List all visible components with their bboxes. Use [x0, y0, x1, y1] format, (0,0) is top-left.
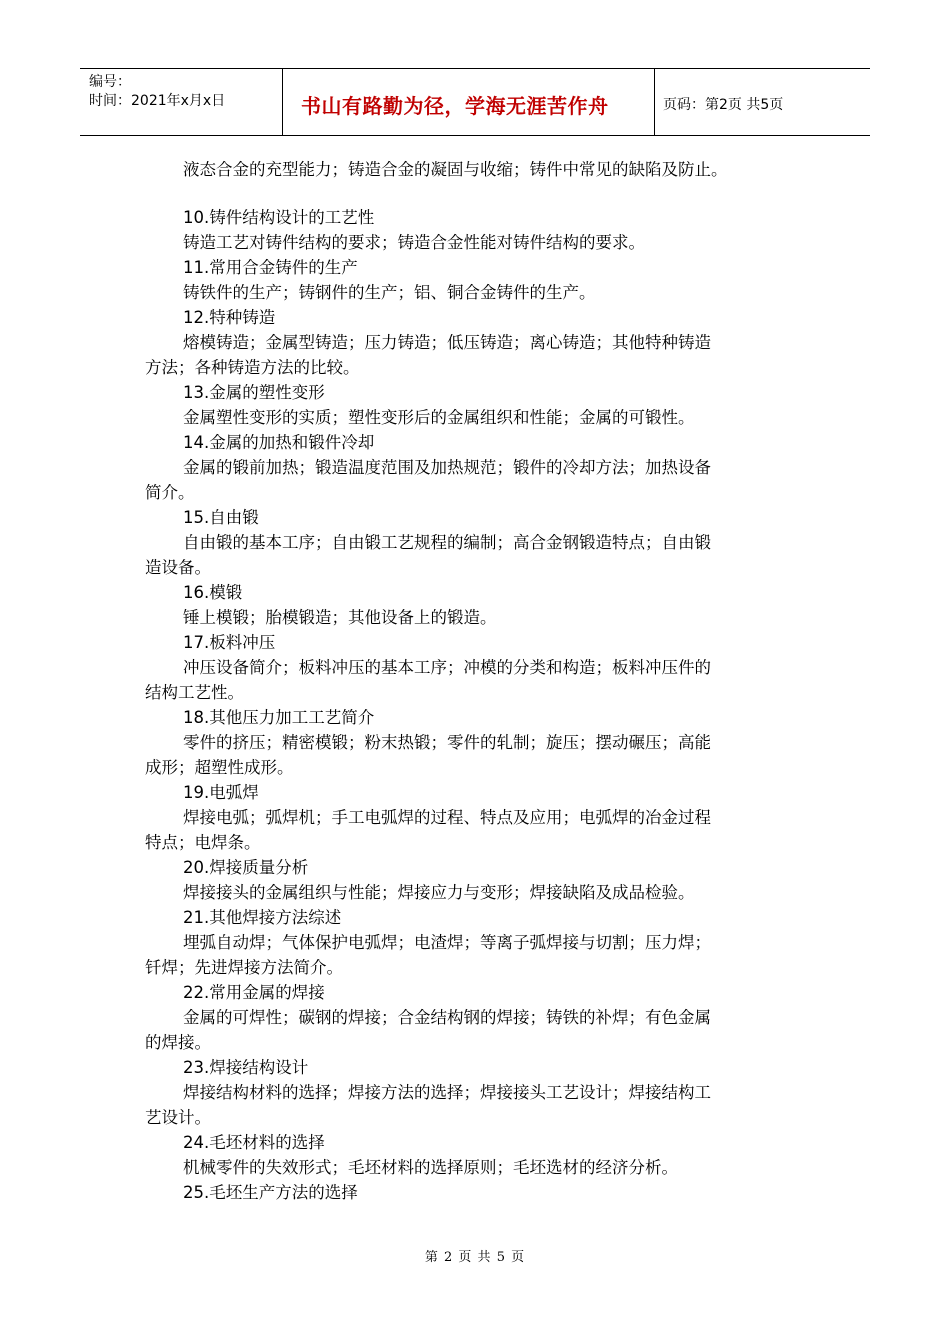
- section-heading: 10.铸件结构设计的工艺性: [183, 208, 375, 227]
- section-heading: 13.金属的塑性变形: [183, 383, 325, 402]
- section-heading: 12.特种铸造: [183, 308, 276, 327]
- document-body: [145, 157, 805, 1205]
- section-heading: 11.常用合金铸件的生产: [183, 258, 358, 277]
- body-text-line: 铸造工艺对铸件结构的要求；铸造合金性能对铸件结构的要求。: [183, 233, 645, 252]
- section-heading: 23.焊接结构设计: [183, 1058, 309, 1077]
- body-text-line: 艺设计。: [145, 1108, 211, 1127]
- body-text-line: 的焊接。: [145, 1033, 211, 1052]
- section-heading: 21.其他焊接方法综述: [183, 908, 342, 927]
- body-text-line: 熔模铸造；金属型铸造；压力铸造；低压铸造；离心铸造；其他特种铸造: [183, 333, 711, 352]
- section-heading: 17.板料冲压: [183, 633, 276, 652]
- page-header: [80, 68, 870, 136]
- page-footer: [0, 1246, 950, 1265]
- body-text-line: 钎焊；先进焊接方法简介。: [145, 958, 343, 977]
- footer-page-number: 第 2 页 共 5 页: [424, 1250, 526, 1265]
- body-text-line: 液态合金的充型能力；铸造合金的凝固与收缩；铸件中常见的缺陷及防止。: [183, 160, 728, 179]
- body-text-line: 焊接结构材料的选择；焊接方法的选择；焊接接头工艺设计；焊接结构工: [183, 1083, 711, 1102]
- section-heading: 18.其他压力加工工艺简介: [183, 708, 375, 727]
- body-text-line: 焊接电弧；弧焊机；手工电弧焊的过程、特点及应用；电弧焊的冶金过程: [183, 808, 711, 827]
- body-text-line: 造设备。: [145, 558, 211, 577]
- body-text-line: 方法；各种铸造方法的比较。: [145, 358, 360, 377]
- body-text-line: 金属塑性变形的实质；塑性变形后的金属组织和性能；金属的可锻性。: [183, 408, 695, 427]
- section-heading: 19.电弧焊: [183, 783, 259, 802]
- body-text-line: 锤上模锻；胎模锻造；其他设备上的锻造。: [183, 608, 497, 627]
- section-heading: 22.常用金属的焊接: [183, 983, 325, 1002]
- body-text-line: 焊接接头的金属组织与性能；焊接应力与变形；焊接缺陷及成品检验。: [183, 883, 695, 902]
- body-text-line: 金属的可焊性；碳钢的焊接；合金结构钢的焊接；铸铁的补焊；有色金属: [183, 1008, 711, 1027]
- body-text-line: 冲压设备简介；板料冲压的基本工序；冲模的分类和构造；板料冲压件的: [183, 658, 711, 677]
- section-heading: 15.自由锻: [183, 508, 259, 527]
- body-text-line: 特点；电焊条。: [145, 833, 261, 852]
- section-heading: 25.毛坯生产方法的选择: [183, 1183, 358, 1202]
- header-page-cell: [655, 69, 870, 135]
- section-heading: 14.金属的加热和锻件冷却: [183, 433, 375, 452]
- body-text-line: 自由锻的基本工序；自由锻工艺规程的编制；高合金钢锻造特点；自由锻: [183, 533, 711, 552]
- header-motto-cell: [283, 69, 655, 135]
- body-text-line: 金属的锻前加热；锻造温度范围及加热规范；锻件的冷却方法；加热设备: [183, 458, 711, 477]
- body-text-line: 简介。: [145, 483, 195, 502]
- body-text-line: 埋弧自动焊；气体保护电弧焊；电渣焊；等离子弧焊接与切割；压力焊；: [183, 933, 711, 952]
- body-text-line: 机械零件的失效形式；毛坯材料的选择原则；毛坯选材的经济分析。: [183, 1158, 678, 1177]
- header-info-cell: [80, 69, 283, 135]
- document-number-label: 编号：: [89, 74, 131, 90]
- header-motto: 书山有路勤为径，学海无涯苦作舟: [301, 93, 609, 118]
- section-heading: 20.焊接质量分析: [183, 858, 309, 877]
- section-heading: 24.毛坯材料的选择: [183, 1133, 325, 1152]
- body-text-line: 零件的挤压；精密模锻；粉末热锻；零件的轧制；旋压；摆动碾压；高能: [183, 733, 711, 752]
- body-text-line: 铸铁件的生产；铸钢件的生产；铝、铜合金铸件的生产。: [183, 283, 596, 302]
- body-text-line: 成形；超塑性成形。: [145, 758, 294, 777]
- header-page-info: 页码：第2页 共5页: [663, 97, 784, 113]
- document-time-label: 时间：2021年x月x日: [89, 93, 226, 109]
- section-heading: 16.模锻: [183, 583, 243, 602]
- body-text-line: 结构工艺性。: [145, 683, 244, 702]
